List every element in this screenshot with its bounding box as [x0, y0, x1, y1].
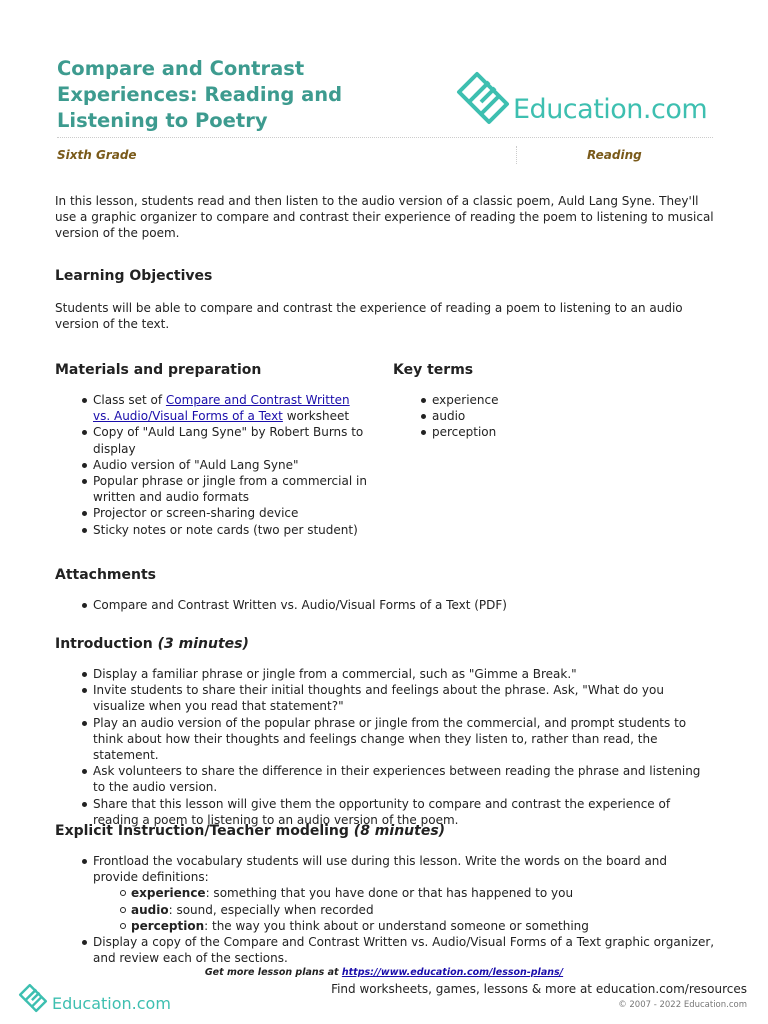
lesson-plans-link[interactable]: https://www.education.com/lesson-plans/: [341, 967, 564, 978]
introduction-item: Invite students to share their initial thoughts and feelings about the phrase. Ask, "What do you visualize when you read that statement?": [93, 682, 715, 714]
introduction-duration: (3 minutes): [157, 636, 249, 652]
explicit-item: Display a copy of the Compare and Contrast Written vs. Audio/Visual Forms of a Text graphic organizer, and review each of the sections.: [93, 935, 715, 966]
key-term-item: audio: [432, 408, 632, 424]
introduction-heading: Introduction (3 minutes): [55, 636, 249, 652]
explicit-instruction-heading: Explicit Instruction/Teacher modeling (8 minutes): [55, 823, 446, 839]
introduction-item: Play an audio version of the popular phrase or jingle from the commercial, and prompt students to think about how their thoughts and feelings change when they listen to, rather than read, the statement.: [93, 715, 715, 764]
materials-item: Class set of Compare and Contrast Written vs. Audio/Visual Forms of a Text worksheet: [93, 392, 368, 424]
materials-item: Sticky notes or note cards (two per student): [93, 522, 368, 538]
header-divider: [57, 137, 713, 138]
key-terms-list: [432, 392, 632, 441]
grade-label: Sixth Grade: [57, 148, 137, 162]
worksheet-link[interactable]: Compare and Contrast Written vs. Audio/Visual Forms of a Text: [93, 393, 350, 424]
explicit-instruction-list: [93, 853, 715, 966]
introduction-item: Ask volunteers to share the difference in their experiences between reading the phrase and listening to the audio version.: [93, 763, 715, 795]
footer-logo-icon: [18, 983, 48, 1013]
materials-heading: Materials and preparation: [55, 362, 262, 378]
education-logo-text: Education.com: [513, 94, 708, 125]
education-logo-icon: [455, 70, 511, 126]
subject-label: Reading: [587, 148, 642, 162]
materials-item: Projector or screen-sharing device: [93, 505, 368, 521]
education-logo[interactable]: [455, 70, 715, 130]
explicit-instruction-duration: (8 minutes): [353, 823, 446, 839]
materials-item: Popular phrase or jingle from a commercial in written and audio formats: [93, 474, 367, 505]
intro-paragraph: In this lesson, students read and then listen to the audio version of a classic poem, Auld Lang Syne. They'll use a graphic organizer to compare and contrast their experience of reading the poem to listening to musical version of the poem.: [55, 194, 714, 241]
attachments-heading: Attachments: [55, 567, 157, 583]
vocabulary-item: audio: sound, especially when recorded: [131, 902, 715, 918]
footer-copyright: © 2007 - 2022 Education.com: [618, 1000, 747, 1010]
footer-logo[interactable]: [18, 983, 171, 1015]
introduction-list: [93, 666, 715, 828]
attachment-item[interactable]: Compare and Contrast Written vs. Audio/Visual Forms of a Text (PDF): [93, 597, 713, 613]
footer-cta: Get more lesson plans at https://www.education.com/lesson-plans/: [204, 967, 564, 978]
footer-logo-text: Education.com: [52, 994, 171, 1013]
vocabulary-item: experience: something that you have done or that has happened to you: [131, 885, 715, 901]
key-term-item: experience: [432, 392, 632, 408]
materials-item: Audio version of "Auld Lang Syne": [93, 457, 368, 473]
lesson-title: Compare and Contrast Experiences: Reading and Listening to Poetry: [57, 57, 343, 132]
attachments-list: [93, 597, 713, 613]
explicit-item: Frontload the vocabulary students will use during this lesson. Write the words on the board and provide definitions: experience: something that you have done or that has happened to you audio: sound, especially when recorded perception: the way you think about or understand someone or something: [93, 853, 715, 934]
learning-objectives-heading: Learning Objectives: [55, 268, 213, 284]
materials-item: Copy of "Auld Lang Syne" by Robert Burns to display: [93, 424, 368, 456]
introduction-item: Display a familiar phrase or jingle from a commercial, such as "Gimme a Break.": [93, 666, 715, 682]
footer-find-text: Find worksheets, games, lessons & more at education.com/resources: [331, 982, 747, 996]
key-terms-heading: Key terms: [393, 362, 474, 378]
key-term-item: perception: [432, 424, 632, 440]
learning-objectives-text: Students will be able to compare and contrast the experience of reading a poem to listening to an audio version of the text.: [55, 301, 683, 332]
meta-divider: [516, 146, 517, 164]
materials-list: [93, 392, 368, 538]
vocabulary-item: perception: the way you think about or understand someone or something: [131, 918, 715, 934]
introduction-item: Share that this lesson will give them the opportunity to compare and contrast the experience of reading a poem to listening to an audio version of the poem.: [93, 796, 715, 828]
vocabulary-list: [93, 885, 715, 934]
